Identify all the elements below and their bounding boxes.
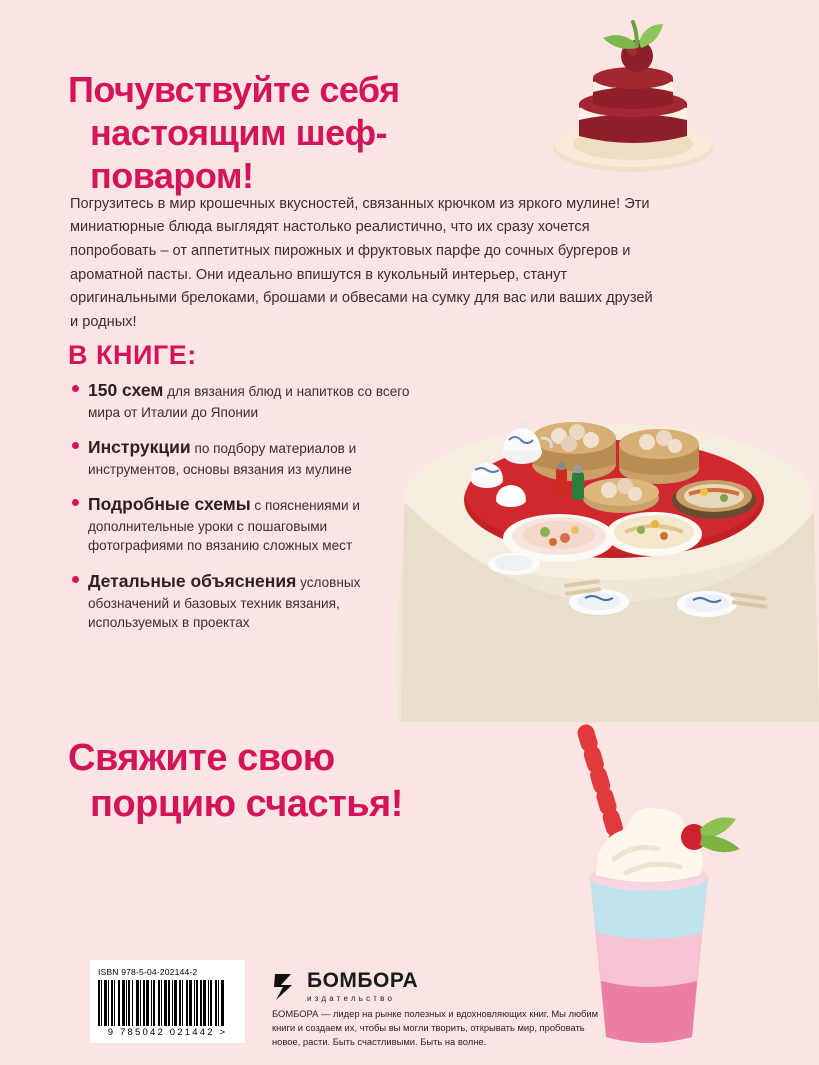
list-item-text: для вязания блюд и напитков со всего мира от Италии до Японии [88, 384, 410, 420]
crocheted-cake-photo [533, 8, 733, 183]
list-item-highlight: Детальные объяснения [88, 570, 297, 591]
page-headline [68, 68, 548, 198]
publisher-logo [272, 970, 418, 1003]
list-item-text: по подбору материалов и инструментов, основы вязания из мулине [88, 441, 357, 477]
list-item-highlight: Инструкции [88, 437, 191, 458]
publisher-subtitle: издательство [307, 994, 396, 1003]
isbn-barcode-block [90, 960, 245, 1043]
publisher-name: БОМБОРА [307, 969, 419, 992]
barcode-image [98, 980, 237, 1026]
headline-line-1: Почувствуйте себя [68, 69, 400, 110]
list-item-highlight: 150 схем [88, 380, 164, 400]
crocheted-dim-sum-table-photo [359, 352, 819, 722]
isbn-text: ISBN 978-5-04-202144-2 [98, 967, 198, 977]
page-slogan [68, 735, 548, 828]
list-item-text: с пояснениями и дополнительные уроки с пошаговыми фотографиями по вязанию сложных мест [88, 498, 360, 554]
footer [0, 947, 819, 1065]
publisher-blurb: БОМБОРА — лидер на рынке полезных и вдохновляющих книг. Мы любим книги и создаем их, чтобы вы могли творить, открывать мир, пробовать новое, расти. Быть счастливыми. Быть на волне. [272, 1008, 599, 1048]
list-item-text: условных обозначений и базовых техник вязания, используемых в проектах [88, 574, 361, 630]
bombora-mark-icon [272, 972, 298, 1002]
intro-paragraph: Погрузитесь в мир крошечных вкусностей, связанных крючком из яркого мулине! Эти миниатюрные блюда выглядят настолько реалистично, что их сразу хочется попробовать – от аппетитных пирожных и фруктовых парфе до сочных бургеров и ароматной пасты. Они идеально впишутся в кукольный интерьер, станут оригинальными брелоками, брошами и обвесами на сумку для вас или ваших друзей и родных! [70, 195, 653, 330]
headline-line-2: настоящим шеф-поваром! [90, 112, 388, 197]
in-book-title: В КНИГЕ: [68, 340, 197, 370]
slogan-line-1: Свяжите свою [68, 737, 335, 779]
list-item-highlight: Подробные схемы [88, 494, 251, 515]
barcode-number: 9 785042 021442 > [107, 1027, 228, 1038]
slogan-line-2: порцию счастья! [90, 783, 403, 826]
